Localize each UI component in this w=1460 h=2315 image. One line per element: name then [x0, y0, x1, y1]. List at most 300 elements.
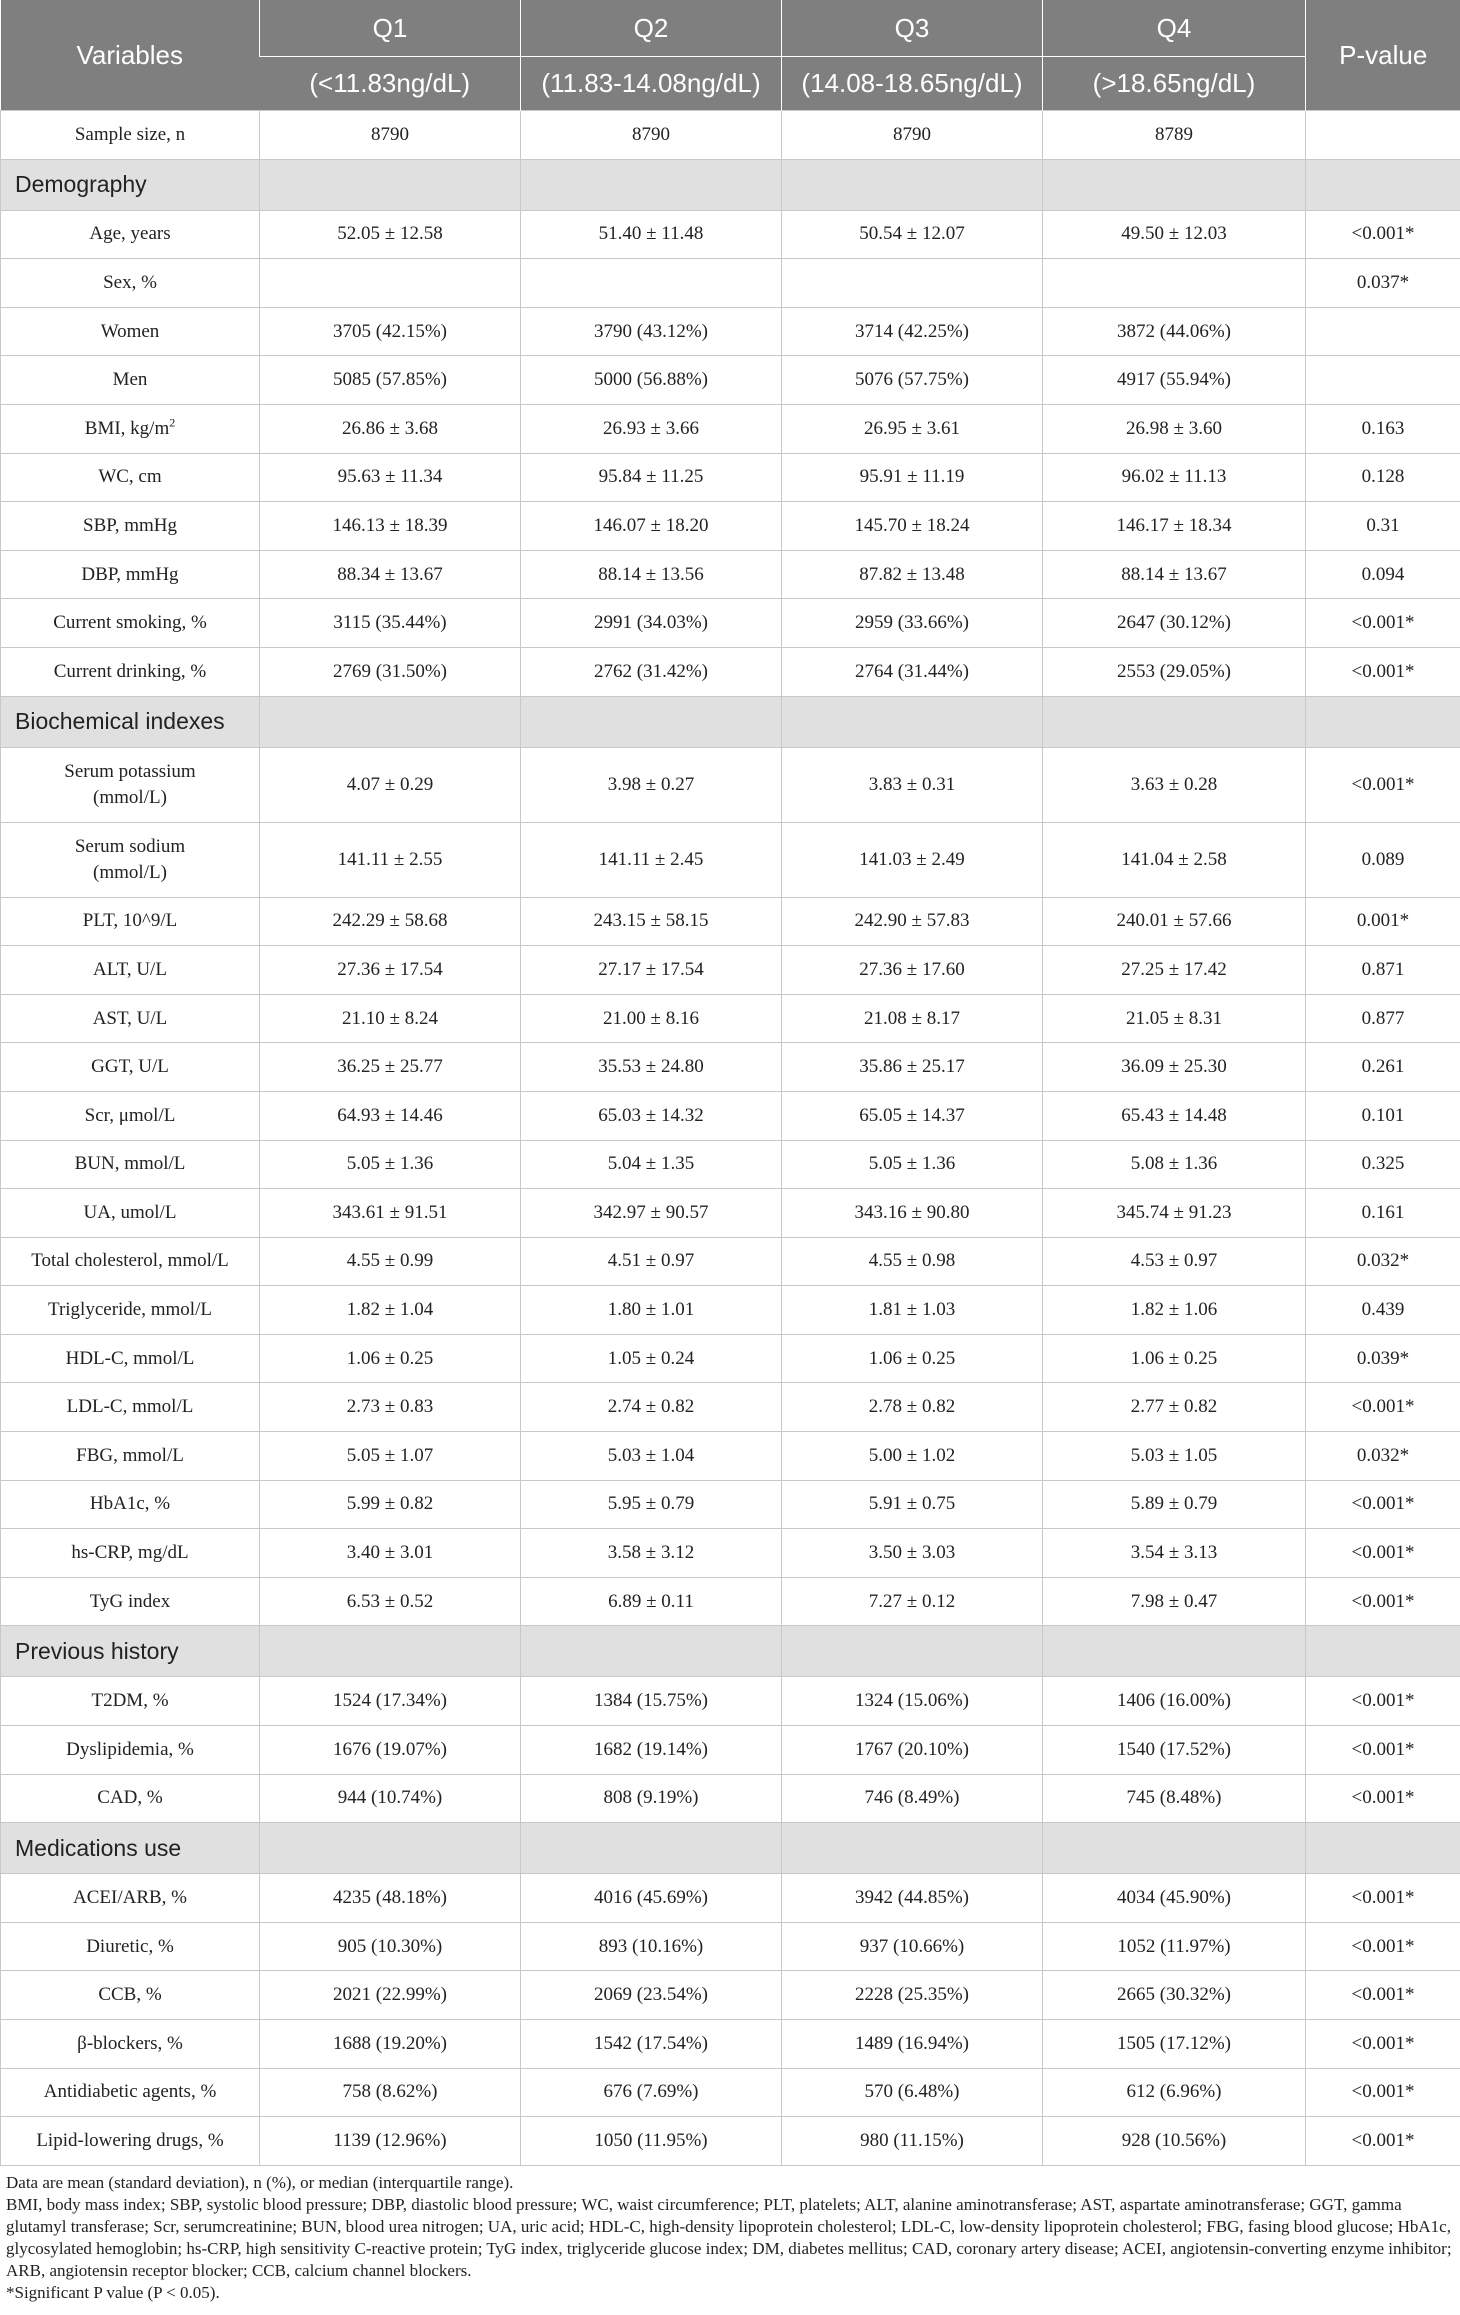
q1-value-cell: 141.11 ± 2.55 [260, 822, 521, 897]
q3-value-cell: 937 (10.66%) [782, 1922, 1043, 1971]
table-row [1, 1140, 1460, 1189]
q2-value-cell: 146.07 ± 18.20 [521, 502, 782, 551]
variable-label [1, 1237, 260, 1286]
q4-value-cell: 928 (10.56%) [1043, 2117, 1306, 2166]
q1-value-cell: 3705 (42.15%) [260, 307, 521, 356]
q3-value-cell: 95.91 ± 11.19 [782, 453, 1043, 502]
p-value-cell: 0.261 [1306, 1043, 1460, 1092]
variable-label-text: BMI, kg/m [84, 417, 170, 439]
q1-value-cell: 21.10 ± 8.24 [260, 994, 521, 1043]
header-q4: Q4 [1043, 0, 1306, 57]
q3-value-cell: 5.05 ± 1.36 [782, 1140, 1043, 1189]
q2-value-cell: 3790 (43.12%) [521, 307, 782, 356]
variable-label-text: Sex, % [103, 271, 157, 293]
table-row [1, 1237, 1460, 1286]
variable-label-text: GGT, U/L [91, 1056, 169, 1078]
q3-value-cell: 141.03 ± 2.49 [782, 822, 1043, 897]
variable-label [1, 502, 260, 551]
q3-value-cell: 2959 (33.66%) [782, 599, 1043, 648]
q2-value-cell: 141.11 ± 2.45 [521, 822, 782, 897]
variable-label [1, 307, 260, 356]
variable-label [1, 404, 260, 453]
q3-value-cell: 21.08 ± 8.17 [782, 994, 1043, 1043]
variable-label-text: Serum potassium [64, 760, 196, 782]
section-blank-cell [521, 1626, 782, 1677]
q4-value-cell: 36.09 ± 25.30 [1043, 1043, 1306, 1092]
q4-value-cell: 1.06 ± 0.25 [1043, 1334, 1306, 1383]
variable-label-text: Women [100, 320, 160, 342]
p-value-cell: 0.31 [1306, 502, 1460, 551]
variable-label [1, 897, 260, 946]
variable-label [1, 1091, 260, 1140]
q2-value-cell: 2762 (31.42%) [521, 647, 782, 696]
q1-value-cell: 4.07 ± 0.29 [260, 747, 521, 822]
q2-value-cell: 1542 (17.54%) [521, 2020, 782, 2069]
q2-value-cell: 1.80 ± 1.01 [521, 1286, 782, 1335]
p-value-cell: 0.032* [1306, 1432, 1460, 1481]
q3-value-cell: 5.00 ± 1.02 [782, 1432, 1043, 1481]
q3-value-cell [782, 259, 1043, 308]
q3-value-cell: 4.55 ± 0.98 [782, 1237, 1043, 1286]
q1-value-cell: 905 (10.30%) [260, 1922, 521, 1971]
table-row [1, 1726, 1460, 1775]
q4-value-cell: 1540 (17.52%) [1043, 1726, 1306, 1775]
variable-label [1, 2068, 260, 2117]
variable-label [1, 1383, 260, 1432]
q4-value-cell: 5.89 ± 0.79 [1043, 1480, 1306, 1529]
table-row [1, 1774, 1460, 1823]
variable-label-text: LDL-C, mmol/L [66, 1396, 194, 1418]
q4-value-cell: 345.74 ± 91.23 [1043, 1189, 1306, 1238]
q1-value-cell: 27.36 ± 17.54 [260, 946, 521, 995]
section-label: Demography [1, 159, 260, 210]
q4-value-cell: 2647 (30.12%) [1043, 599, 1306, 648]
q2-value-cell: 1682 (19.14%) [521, 1726, 782, 1775]
table-row [1, 111, 1460, 160]
q1-value-cell: 52.05 ± 12.58 [260, 210, 521, 259]
p-value-cell: 0.039* [1306, 1334, 1460, 1383]
table-row [1, 2117, 1460, 2166]
q3-value-cell: 1489 (16.94%) [782, 2020, 1043, 2069]
variable-label-text: Men [112, 369, 148, 391]
variable-label-superscript: 2 [169, 415, 176, 430]
q3-value-cell: 50.54 ± 12.07 [782, 210, 1043, 259]
table-row [1, 1286, 1460, 1335]
q1-value-cell: 1524 (17.34%) [260, 1677, 521, 1726]
variable-label [1, 1432, 260, 1481]
p-value-cell: 0.439 [1306, 1286, 1460, 1335]
q4-value-cell: 65.43 ± 14.48 [1043, 1091, 1306, 1140]
p-value-cell: 0.037* [1306, 259, 1460, 308]
p-value-cell: <0.001* [1306, 599, 1460, 648]
header-variables: Variables [1, 0, 260, 111]
q4-value-cell: 88.14 ± 13.67 [1043, 550, 1306, 599]
p-value-cell: 0.089 [1306, 822, 1460, 897]
q1-value-cell: 5.99 ± 0.82 [260, 1480, 521, 1529]
q3-value-cell: 1324 (15.06%) [782, 1677, 1043, 1726]
section-header-row [1, 696, 1460, 747]
table-row [1, 747, 1460, 822]
table-row [1, 1091, 1460, 1140]
variable-label [1, 747, 260, 822]
p-value-cell: <0.001* [1306, 747, 1460, 822]
variable-label [1, 550, 260, 599]
q1-value-cell: 343.61 ± 91.51 [260, 1189, 521, 1238]
p-value-cell [1306, 307, 1460, 356]
q2-value-cell: 2.74 ± 0.82 [521, 1383, 782, 1432]
variable-label [1, 1677, 260, 1726]
header-q4-range: (>18.65ng/dL) [1043, 57, 1306, 111]
table-row [1, 1383, 1460, 1432]
p-value-cell: <0.001* [1306, 1577, 1460, 1626]
header-q1: Q1 [260, 0, 521, 57]
q2-value-cell: 88.14 ± 13.56 [521, 550, 782, 599]
p-value-cell [1306, 356, 1460, 405]
table-row [1, 1577, 1460, 1626]
p-value-cell: 0.128 [1306, 453, 1460, 502]
q2-value-cell: 1.05 ± 0.24 [521, 1334, 782, 1383]
q2-value-cell: 5.04 ± 1.35 [521, 1140, 782, 1189]
section-blank-cell [1306, 696, 1460, 747]
q4-value-cell: 4034 (45.90%) [1043, 1874, 1306, 1923]
variable-label [1, 1529, 260, 1578]
variable-label-unit: (mmol/L) [93, 786, 167, 808]
q2-value-cell: 5.95 ± 0.79 [521, 1480, 782, 1529]
variable-label [1, 1971, 260, 2020]
p-value-cell: <0.001* [1306, 210, 1460, 259]
q4-value-cell: 2.77 ± 0.82 [1043, 1383, 1306, 1432]
table-row [1, 307, 1460, 356]
variable-label [1, 1286, 260, 1335]
table-row [1, 1480, 1460, 1529]
q3-value-cell: 1.06 ± 0.25 [782, 1334, 1043, 1383]
p-value-cell [1306, 111, 1460, 160]
section-blank-cell [1043, 1823, 1306, 1874]
variable-label [1, 1874, 260, 1923]
q2-value-cell [521, 259, 782, 308]
q2-value-cell: 893 (10.16%) [521, 1922, 782, 1971]
q4-value-cell: 3872 (44.06%) [1043, 307, 1306, 356]
q4-value-cell: 4.53 ± 0.97 [1043, 1237, 1306, 1286]
q3-value-cell: 8790 [782, 111, 1043, 160]
p-value-cell: <0.001* [1306, 1383, 1460, 1432]
variable-label-text: DBP, mmHg [81, 563, 179, 585]
q3-value-cell: 2228 (25.35%) [782, 1971, 1043, 2020]
variable-label-text: CCB, % [98, 1984, 162, 2006]
section-blank-cell [782, 696, 1043, 747]
table-body [1, 111, 1460, 2166]
q1-value-cell: 2.73 ± 0.83 [260, 1383, 521, 1432]
table-row [1, 404, 1460, 453]
q4-value-cell: 1505 (17.12%) [1043, 2020, 1306, 2069]
table-row [1, 1043, 1460, 1092]
q4-value-cell: 612 (6.96%) [1043, 2068, 1306, 2117]
q2-value-cell: 342.97 ± 90.57 [521, 1189, 782, 1238]
variable-label-unit: (mmol/L) [93, 861, 167, 883]
q3-value-cell: 87.82 ± 13.48 [782, 550, 1043, 599]
q4-value-cell: 1052 (11.97%) [1043, 1922, 1306, 1971]
variable-label-text: FBG, mmol/L [76, 1444, 184, 1466]
section-blank-cell [1306, 1823, 1460, 1874]
variable-label-text: T2DM, % [91, 1690, 169, 1712]
q4-value-cell: 4917 (55.94%) [1043, 356, 1306, 405]
q2-value-cell: 26.93 ± 3.66 [521, 404, 782, 453]
q4-value-cell: 2553 (29.05%) [1043, 647, 1306, 696]
q3-value-cell: 343.16 ± 90.80 [782, 1189, 1043, 1238]
table-row [1, 259, 1460, 308]
p-value-cell: 0.163 [1306, 404, 1460, 453]
q4-value-cell: 3.54 ± 3.13 [1043, 1529, 1306, 1578]
q3-value-cell: 1.81 ± 1.03 [782, 1286, 1043, 1335]
variable-label [1, 210, 260, 259]
section-blank-cell [1306, 159, 1460, 210]
table-row [1, 1334, 1460, 1383]
table-row [1, 946, 1460, 995]
q2-value-cell: 5000 (56.88%) [521, 356, 782, 405]
section-blank-cell [782, 1626, 1043, 1677]
header-q2-range: (11.83-14.08ng/dL) [521, 57, 782, 111]
q1-value-cell: 758 (8.62%) [260, 2068, 521, 2117]
section-blank-cell [260, 696, 521, 747]
q2-value-cell: 3.58 ± 3.12 [521, 1529, 782, 1578]
table-row [1, 822, 1460, 897]
p-value-cell: <0.001* [1306, 1971, 1460, 2020]
q3-value-cell: 26.95 ± 3.61 [782, 404, 1043, 453]
q1-value-cell: 88.34 ± 13.67 [260, 550, 521, 599]
q4-value-cell: 27.25 ± 17.42 [1043, 946, 1306, 995]
footnote-line: Data are mean (standard deviation), n (%), or median (interquartile range). [6, 2172, 514, 2192]
section-blank-cell [782, 1823, 1043, 1874]
variable-label-text: Antidiabetic agents, % [43, 2081, 217, 2103]
q4-value-cell: 1.82 ± 1.06 [1043, 1286, 1306, 1335]
q2-value-cell: 95.84 ± 11.25 [521, 453, 782, 502]
table-row [1, 1189, 1460, 1238]
q4-value-cell: 8789 [1043, 111, 1306, 160]
variable-label [1, 1726, 260, 1775]
q4-value-cell: 3.63 ± 0.28 [1043, 747, 1306, 822]
p-value-cell: 0.877 [1306, 994, 1460, 1043]
p-value-cell: 0.161 [1306, 1189, 1460, 1238]
section-header-row [1, 1626, 1460, 1677]
q1-value-cell: 1.82 ± 1.04 [260, 1286, 521, 1335]
q2-value-cell: 4.51 ± 0.97 [521, 1237, 782, 1286]
q2-value-cell: 1050 (11.95%) [521, 2117, 782, 2166]
variable-label-text: Current drinking, % [53, 660, 207, 682]
variable-label-text: Lipid-lowering drugs, % [36, 2129, 224, 2151]
q3-value-cell: 1767 (20.10%) [782, 1726, 1043, 1775]
p-value-cell: 0.871 [1306, 946, 1460, 995]
q3-value-cell: 2.78 ± 0.82 [782, 1383, 1043, 1432]
variable-label [1, 111, 260, 160]
q4-value-cell: 141.04 ± 2.58 [1043, 822, 1306, 897]
q2-value-cell: 808 (9.19%) [521, 1774, 782, 1823]
variable-label [1, 2117, 260, 2166]
variable-label [1, 1577, 260, 1626]
section-blank-cell [1043, 696, 1306, 747]
header-q3-range: (14.08-18.65ng/dL) [782, 57, 1043, 111]
q1-value-cell: 944 (10.74%) [260, 1774, 521, 1823]
table-row [1, 2068, 1460, 2117]
q4-value-cell: 240.01 ± 57.66 [1043, 897, 1306, 946]
q2-value-cell: 51.40 ± 11.48 [521, 210, 782, 259]
q1-value-cell: 64.93 ± 14.46 [260, 1091, 521, 1140]
q1-value-cell: 5.05 ± 1.36 [260, 1140, 521, 1189]
section-blank-cell [260, 159, 521, 210]
q3-value-cell: 3942 (44.85%) [782, 1874, 1043, 1923]
table-row [1, 356, 1460, 405]
q3-value-cell: 3.83 ± 0.31 [782, 747, 1043, 822]
variable-label-text: AST, U/L [92, 1007, 168, 1029]
variable-label-text: Diuretic, % [86, 1935, 174, 1957]
variable-label [1, 1334, 260, 1383]
p-value-cell: <0.001* [1306, 1774, 1460, 1823]
q3-value-cell: 746 (8.49%) [782, 1774, 1043, 1823]
q1-value-cell: 5085 (57.85%) [260, 356, 521, 405]
q1-value-cell: 8790 [260, 111, 521, 160]
table-row [1, 599, 1460, 648]
q1-value-cell: 36.25 ± 25.77 [260, 1043, 521, 1092]
variable-label [1, 599, 260, 648]
table-row [1, 210, 1460, 259]
q1-value-cell: 1688 (19.20%) [260, 2020, 521, 2069]
table-row [1, 1529, 1460, 1578]
table-row [1, 1922, 1460, 1971]
q1-value-cell: 1139 (12.96%) [260, 2117, 521, 2166]
q1-value-cell: 146.13 ± 18.39 [260, 502, 521, 551]
q3-value-cell: 145.70 ± 18.24 [782, 502, 1043, 551]
section-blank-cell [260, 1626, 521, 1677]
header-q1-range: (<11.83ng/dL) [260, 57, 521, 111]
p-value-cell: 0.032* [1306, 1237, 1460, 1286]
q3-value-cell: 65.05 ± 14.37 [782, 1091, 1043, 1140]
q3-value-cell: 35.86 ± 25.17 [782, 1043, 1043, 1092]
q4-value-cell: 1406 (16.00%) [1043, 1677, 1306, 1726]
q2-value-cell: 21.00 ± 8.16 [521, 994, 782, 1043]
variable-label-text: Dyslipidemia, % [66, 1738, 194, 1760]
variable-label-text: Triglyceride, mmol/L [48, 1299, 212, 1321]
variable-label [1, 1480, 260, 1529]
section-header-row [1, 1823, 1460, 1874]
footnote-line: BMI, body mass index; SBP, systolic blood pressure; DBP, diastolic blood pressure; WC, waist circumference; PLT, platelets; ALT, alanine aminotransferase; AST, aspartate aminotransferase; GGT, gamma glutamyl transferase; Scr, serumcreatinine; BUN, blood urea nitrogen; UA, uric acid; HDL-C, high-density lipoprotein cholesterol; LDL-C, low-density lipoprotein cholesterol; FBG, fasing blood glucose; HbA1c, glycosylated hemoglobin; hs-CRP, high sensitivity C-reactive protein; TyG index, triglyceride glucose index; DM, diabetes mellitus; CAD, coronary artery disease; ACEI, angiotensin-converting enzyme inhibitor; ARB, angiotensin receptor blocker; CCB, calcium channel blockers. [6, 2194, 1452, 2280]
table-row [1, 550, 1460, 599]
variable-label [1, 946, 260, 995]
variable-label [1, 1922, 260, 1971]
section-label: Previous history [1, 1626, 260, 1677]
variable-label-text: hs-CRP, mg/dL [71, 1542, 189, 1564]
p-value-cell: <0.001* [1306, 1922, 1460, 1971]
variable-label-text: ALT, U/L [93, 958, 167, 980]
section-blank-cell [782, 159, 1043, 210]
section-blank-cell [260, 1823, 521, 1874]
p-value-cell: <0.001* [1306, 2020, 1460, 2069]
q3-value-cell: 3714 (42.25%) [782, 307, 1043, 356]
q2-value-cell: 2069 (23.54%) [521, 1971, 782, 2020]
q4-value-cell: 2665 (30.32%) [1043, 1971, 1306, 2020]
section-blank-cell [1043, 159, 1306, 210]
variable-label [1, 453, 260, 502]
variable-label-text: HDL-C, mmol/L [65, 1347, 195, 1369]
q1-value-cell: 95.63 ± 11.34 [260, 453, 521, 502]
q3-value-cell: 242.90 ± 57.83 [782, 897, 1043, 946]
footnote-line: *Significant P value (P < 0.05). [6, 2282, 220, 2302]
section-blank-cell [1043, 1626, 1306, 1677]
variable-label-text: TyG index [89, 1590, 171, 1612]
section-blank-cell [1306, 1626, 1460, 1677]
q1-value-cell: 1.06 ± 0.25 [260, 1334, 521, 1383]
q3-value-cell: 27.36 ± 17.60 [782, 946, 1043, 995]
variable-label [1, 2020, 260, 2069]
variable-label [1, 259, 260, 308]
section-label: Medications use [1, 1823, 260, 1874]
q4-value-cell [1043, 259, 1306, 308]
q1-value-cell: 3115 (35.44%) [260, 599, 521, 648]
q2-value-cell: 676 (7.69%) [521, 2068, 782, 2117]
table-row [1, 453, 1460, 502]
section-label: Biochemical indexes [1, 696, 260, 747]
variable-label-text: Total cholesterol, mmol/L [31, 1250, 229, 1272]
section-header-row [1, 159, 1460, 210]
q2-value-cell: 243.15 ± 58.15 [521, 897, 782, 946]
q3-value-cell: 570 (6.48%) [782, 2068, 1043, 2117]
table-row [1, 1971, 1460, 2020]
variable-label-text: Age, years [89, 223, 171, 245]
p-value-cell: <0.001* [1306, 1726, 1460, 1775]
table-row [1, 2020, 1460, 2069]
q3-value-cell: 5076 (57.75%) [782, 356, 1043, 405]
header-pvalue: P-value [1306, 0, 1460, 111]
q4-value-cell: 21.05 ± 8.31 [1043, 994, 1306, 1043]
variable-label-text: Scr, μmol/L [84, 1104, 176, 1126]
variable-label-text: Current smoking, % [53, 612, 207, 634]
q1-value-cell: 2021 (22.99%) [260, 1971, 521, 2020]
q1-value-cell [260, 259, 521, 308]
table-row [1, 994, 1460, 1043]
header-q2: Q2 [521, 0, 782, 57]
variable-label [1, 1774, 260, 1823]
q4-value-cell: 745 (8.48%) [1043, 1774, 1306, 1823]
variable-label-text: SBP, mmHg [83, 514, 177, 536]
q4-value-cell: 5.03 ± 1.05 [1043, 1432, 1306, 1481]
section-blank-cell [521, 1823, 782, 1874]
q3-value-cell: 2764 (31.44%) [782, 647, 1043, 696]
table-header [1, 0, 1460, 111]
variable-label [1, 356, 260, 405]
variable-label-text: Sample size, n [74, 123, 186, 145]
table-footnotes [0, 2166, 1460, 2304]
q1-value-cell: 4235 (48.18%) [260, 1874, 521, 1923]
p-value-cell: <0.001* [1306, 1480, 1460, 1529]
q2-value-cell: 2991 (34.03%) [521, 599, 782, 648]
p-value-cell: <0.001* [1306, 1677, 1460, 1726]
table-row [1, 502, 1460, 551]
table-row [1, 1677, 1460, 1726]
variable-label-text: PLT, 10^9/L [82, 910, 178, 932]
q2-value-cell: 8790 [521, 111, 782, 160]
q1-value-cell: 2769 (31.50%) [260, 647, 521, 696]
q4-value-cell: 49.50 ± 12.03 [1043, 210, 1306, 259]
q4-value-cell: 26.98 ± 3.60 [1043, 404, 1306, 453]
p-value-cell: 0.101 [1306, 1091, 1460, 1140]
q4-value-cell: 96.02 ± 11.13 [1043, 453, 1306, 502]
variable-label [1, 822, 260, 897]
q1-value-cell: 26.86 ± 3.68 [260, 404, 521, 453]
table-row [1, 1874, 1460, 1923]
q1-value-cell: 3.40 ± 3.01 [260, 1529, 521, 1578]
q2-value-cell: 5.03 ± 1.04 [521, 1432, 782, 1481]
variable-label-text: β-blockers, % [77, 2032, 183, 2054]
q3-value-cell: 5.91 ± 0.75 [782, 1480, 1043, 1529]
q1-value-cell: 4.55 ± 0.99 [260, 1237, 521, 1286]
